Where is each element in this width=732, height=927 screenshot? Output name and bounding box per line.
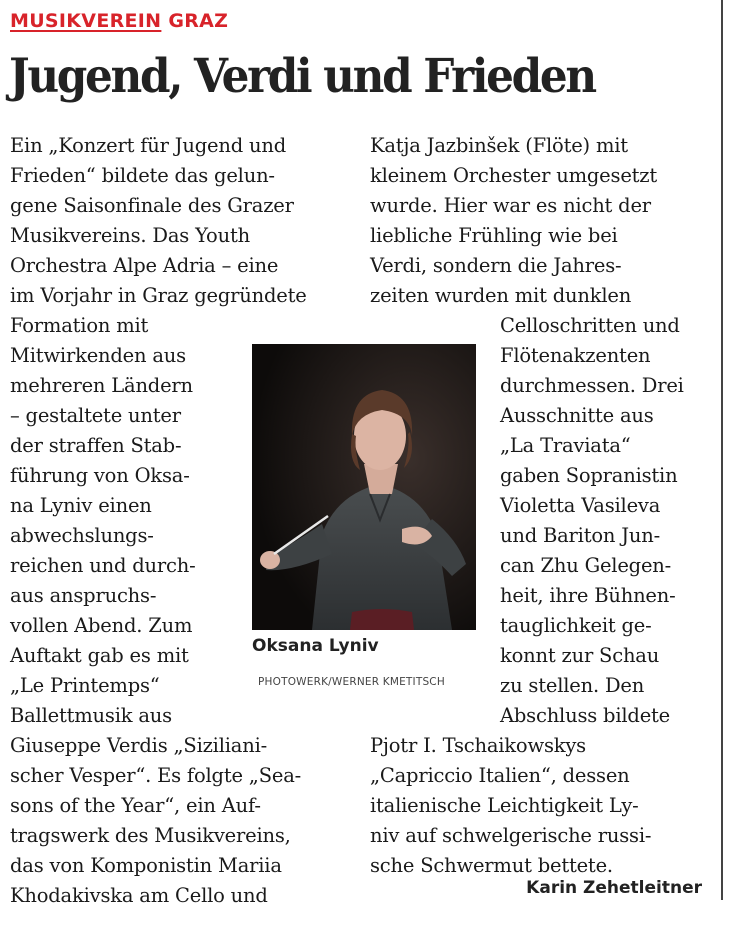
body-line: führung von Oksa- bbox=[10, 464, 190, 487]
body-line: Ausschnitte aus bbox=[500, 404, 654, 427]
article-headline: Jugend, Verdi und Frieden bbox=[9, 49, 595, 104]
article-author: Karin Zehetleitner bbox=[526, 878, 702, 898]
kicker-musikverein: MUSIKVEREIN bbox=[10, 10, 162, 32]
body-line: sche Schwermut bettete. bbox=[370, 854, 613, 877]
body-line: niv auf schwelgerische russi- bbox=[370, 824, 652, 847]
body-line: kleinem Orchester umgesetzt bbox=[370, 164, 658, 187]
body-line: und Bariton Jun- bbox=[500, 524, 660, 547]
body-line: wurde. Hier war es nicht der bbox=[370, 194, 651, 217]
body-line: Violetta Vasileva bbox=[500, 494, 661, 517]
body-line: durchmessen. Drei bbox=[500, 374, 684, 397]
body-line: das von Komponistin Mariia bbox=[10, 854, 282, 877]
photo-credit: PHOTOWERK/WERNER KMETITSCH bbox=[258, 676, 445, 688]
body-line: „Le Printemps“ bbox=[10, 674, 160, 697]
body-line: scher Vesper“. Es folgte „Sea- bbox=[10, 764, 302, 787]
body-line: Celloschritten und bbox=[500, 314, 680, 337]
body-line: na Lyniv einen bbox=[10, 494, 152, 517]
photo-caption: Oksana Lyniv bbox=[252, 636, 379, 656]
conductor-photo bbox=[252, 344, 476, 630]
body-line: der straffen Stab- bbox=[10, 434, 182, 457]
body-line: Pjotr I. Tschaikowskys bbox=[370, 734, 586, 757]
kicker-graz: GRAZ bbox=[168, 10, 229, 32]
body-line: zeiten wurden mit dunklen bbox=[370, 284, 632, 307]
body-line: liebliche Frühling wie bei bbox=[370, 224, 618, 247]
body-line: can Zhu Gelegen- bbox=[500, 554, 672, 577]
body-line: Verdi, sondern die Jahres- bbox=[370, 254, 622, 277]
body-line: tragswerk des Musikvereins, bbox=[10, 824, 291, 847]
body-line: zu stellen. Den bbox=[500, 674, 645, 697]
conductor-photo-illustration bbox=[252, 344, 476, 630]
body-line: mehreren Ländern bbox=[10, 374, 193, 397]
body-line: Orchestra Alpe Adria – eine bbox=[10, 254, 279, 277]
body-line: Frieden“ bildete das gelun- bbox=[10, 164, 275, 187]
body-line: Ein „Konzert für Jugend und bbox=[10, 134, 286, 157]
page-edge-rule bbox=[721, 0, 723, 900]
body-line: Abschluss bildete bbox=[500, 704, 671, 727]
body-line: Mitwirkenden aus bbox=[10, 344, 186, 367]
body-line: Khodakivska am Cello und bbox=[10, 884, 268, 907]
body-line: heit, ihre Bühnen- bbox=[500, 584, 676, 607]
body-line: gene Saisonfinale des Grazer bbox=[10, 194, 294, 217]
body-line: reichen und durch- bbox=[10, 554, 196, 577]
body-line: im Vorjahr in Graz gegründete bbox=[10, 284, 307, 307]
body-line: Musikvereins. Das Youth bbox=[10, 224, 250, 247]
body-line: Flötenakzenten bbox=[500, 344, 651, 367]
body-line: italienische Leichtigkeit Ly- bbox=[370, 794, 639, 817]
body-line: tauglichkeit ge- bbox=[500, 614, 652, 637]
body-line: – gestaltete unter bbox=[10, 404, 181, 427]
body-line: „La Traviata“ bbox=[500, 434, 631, 457]
body-line: abwechslungs- bbox=[10, 524, 154, 547]
body-line: konnt zur Schau bbox=[500, 644, 660, 667]
body-line: Ballettmusik aus bbox=[10, 704, 172, 727]
body-line: vollen Abend. Zum bbox=[10, 614, 193, 637]
body-line: sons of the Year“, ein Auf- bbox=[10, 794, 261, 817]
body-line: Katja Jazbinšek (Flöte) mit bbox=[370, 134, 628, 157]
body-line: gaben Sopranistin bbox=[500, 464, 678, 487]
body-line: Auftakt gab es mit bbox=[10, 644, 189, 667]
section-kicker bbox=[10, 10, 228, 32]
body-line: aus anspruchs- bbox=[10, 584, 157, 607]
body-line: „Capriccio Italien“, dessen bbox=[370, 764, 630, 787]
body-line: Formation mit bbox=[10, 314, 149, 337]
body-line: Giuseppe Verdis „Siziliani- bbox=[10, 734, 267, 757]
